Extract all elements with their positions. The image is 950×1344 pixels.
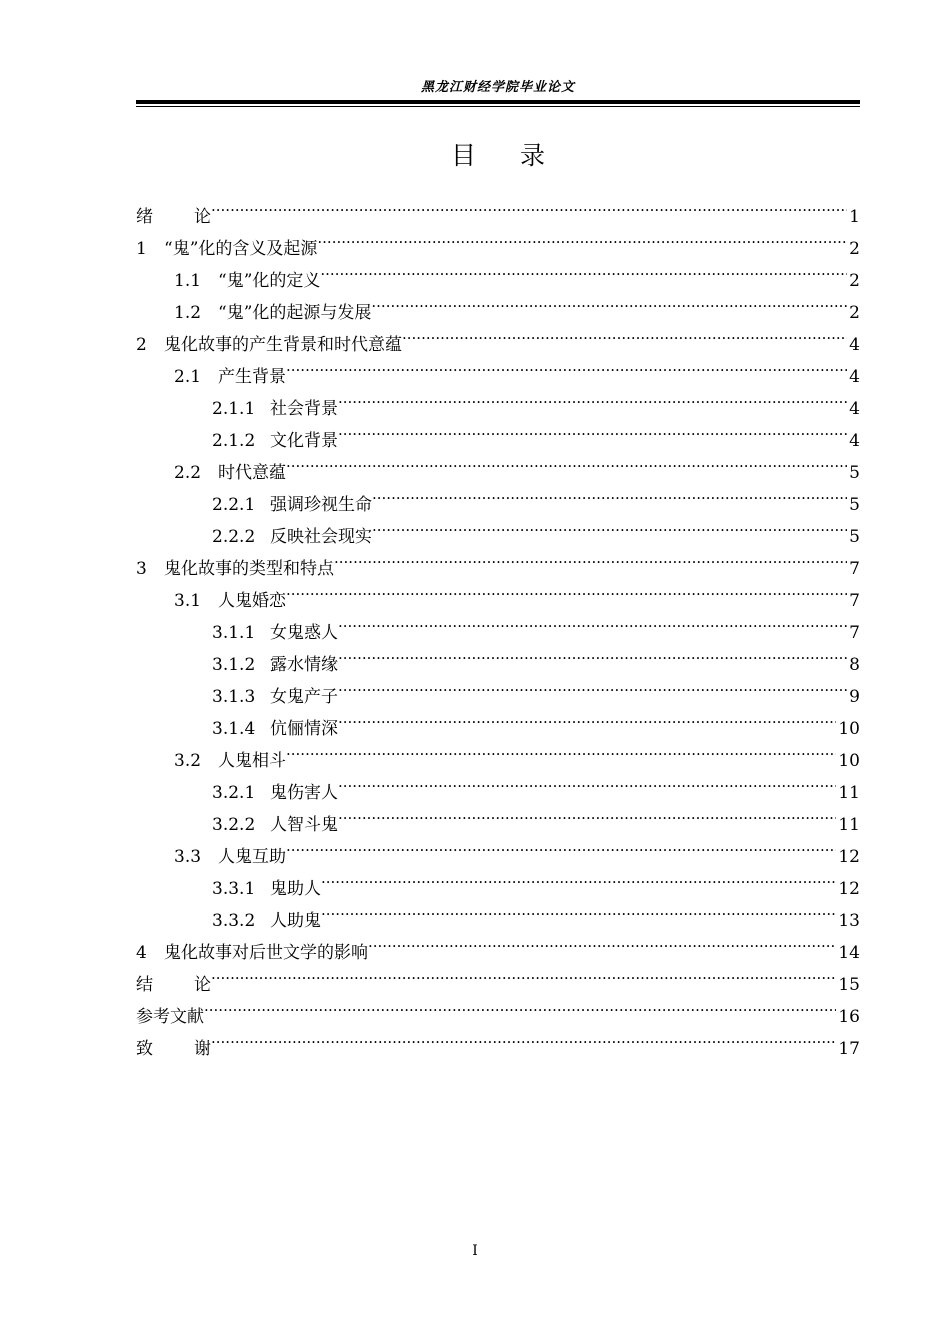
toc-entry-label: 绪 论 bbox=[136, 207, 211, 227]
toc-entry-number: 3.3.2 bbox=[212, 911, 256, 931]
toc-entry-number: 1.2 bbox=[174, 303, 202, 323]
toc-entry[interactable] bbox=[136, 286, 860, 323]
toc-entry[interactable] bbox=[136, 190, 860, 227]
toc-dot-leader bbox=[338, 638, 847, 670]
toc-entry[interactable] bbox=[136, 990, 860, 1027]
toc-entry-page: 5 bbox=[847, 457, 860, 489]
toc-entry-number: 1 bbox=[136, 239, 147, 259]
toc-entry-number: 2 bbox=[136, 335, 147, 355]
toc-entry[interactable] bbox=[136, 926, 860, 963]
toc-entry-page: 5 bbox=[847, 521, 860, 553]
toc-entry-label: 强调珍视生命 bbox=[270, 495, 372, 515]
toc-entry-label: 伉俪情深 bbox=[270, 719, 338, 739]
toc-entry-label: 鬼化故事的类型和特点 bbox=[164, 559, 334, 579]
toc-entry[interactable] bbox=[136, 1022, 860, 1059]
toc-entry-page: 4 bbox=[847, 329, 860, 361]
toc-entry[interactable] bbox=[136, 830, 860, 867]
toc-entry-number: 3 bbox=[136, 559, 147, 579]
toc-dot-leader bbox=[321, 862, 836, 894]
toc-entry[interactable] bbox=[136, 254, 860, 291]
toc-entry-number: 3.1.4 bbox=[212, 719, 256, 739]
toc-entry-label: 反映社会现实 bbox=[270, 527, 372, 547]
toc-dot-leader bbox=[338, 798, 836, 830]
toc-dot-leader bbox=[211, 190, 847, 222]
toc-entry[interactable] bbox=[136, 798, 860, 835]
toc-entry-label: 女鬼惑人 bbox=[270, 623, 338, 643]
toc-entry[interactable] bbox=[136, 414, 860, 451]
toc-entry-page: 10 bbox=[836, 745, 860, 777]
toc-entry[interactable] bbox=[136, 446, 860, 483]
toc-entry-page: 13 bbox=[836, 905, 860, 937]
toc-entry-label: 时代意蕴 bbox=[218, 463, 286, 483]
toc-entry[interactable] bbox=[136, 862, 860, 899]
toc-entry[interactable] bbox=[136, 702, 860, 739]
toc-entry-label: 人智斗鬼 bbox=[270, 815, 338, 835]
toc-entry-number: 3.3.1 bbox=[212, 879, 256, 899]
toc-entry-page: 16 bbox=[836, 1001, 860, 1033]
toc-entry-label: “鬼”化的定义 bbox=[218, 271, 321, 291]
toc-entry-number: 3.3 bbox=[174, 847, 202, 867]
toc-title bbox=[136, 136, 860, 172]
toc-entry-page: 7 bbox=[847, 553, 860, 585]
toc-entry-label: “鬼”化的起源与发展 bbox=[218, 303, 372, 323]
toc-entry-label: 人鬼相斗 bbox=[218, 751, 286, 771]
toc-dot-leader bbox=[286, 830, 836, 862]
table-of-contents bbox=[136, 190, 860, 1059]
toc-title-right: 录 bbox=[520, 141, 546, 170]
toc-entry-number: 2.1.1 bbox=[212, 399, 256, 419]
toc-entry-label: 参考文献 bbox=[136, 1007, 204, 1027]
toc-dot-leader bbox=[211, 1022, 836, 1054]
toc-entry[interactable] bbox=[136, 382, 860, 419]
toc-dot-leader bbox=[321, 894, 836, 926]
toc-entry-label: 人鬼互助 bbox=[218, 847, 286, 867]
toc-entry-page: 12 bbox=[836, 841, 860, 873]
toc-dot-leader bbox=[286, 446, 847, 478]
toc-entry-page: 10 bbox=[836, 713, 860, 745]
toc-entry[interactable] bbox=[136, 670, 860, 707]
toc-entry-page: 14 bbox=[836, 937, 860, 969]
toc-entry-page: 12 bbox=[836, 873, 860, 905]
toc-dot-leader bbox=[338, 382, 847, 414]
toc-dot-leader bbox=[286, 350, 847, 382]
toc-entry[interactable] bbox=[136, 638, 860, 675]
toc-dot-leader bbox=[338, 702, 836, 734]
toc-entry-label: 鬼助人 bbox=[270, 879, 321, 899]
toc-entry[interactable] bbox=[136, 606, 860, 643]
toc-entry-number: 3.1.1 bbox=[212, 623, 256, 643]
toc-entry-number: 1.1 bbox=[174, 271, 202, 291]
header-title: 黑龙江财经学院毕业论文 bbox=[420, 80, 575, 95]
toc-entry-page: 17 bbox=[836, 1033, 860, 1065]
toc-title-left: 目 bbox=[450, 141, 476, 170]
toc-dot-leader bbox=[402, 318, 847, 350]
toc-entry-label: 人助鬼 bbox=[270, 911, 321, 931]
toc-entry-number: 3.2 bbox=[174, 751, 202, 771]
toc-dot-leader bbox=[286, 574, 847, 606]
toc-dot-leader bbox=[211, 958, 836, 990]
toc-entry-number: 3.2.1 bbox=[212, 783, 256, 803]
toc-entry-page: 2 bbox=[847, 265, 860, 297]
toc-entry-page: 15 bbox=[836, 969, 860, 1001]
toc-entry-label: 露水情缘 bbox=[270, 655, 338, 675]
toc-dot-leader bbox=[368, 926, 836, 958]
toc-entry-number: 2.2.1 bbox=[212, 495, 256, 515]
toc-dot-leader bbox=[371, 286, 847, 318]
toc-entry-label: 鬼化故事对后世文学的影响 bbox=[164, 943, 368, 963]
toc-dot-leader bbox=[372, 478, 847, 510]
toc-entry-label: 结 论 bbox=[136, 975, 211, 995]
toc-entry-number: 3.1.3 bbox=[212, 687, 256, 707]
toc-entry-page: 5 bbox=[847, 489, 860, 521]
header-rule-thick bbox=[136, 100, 860, 104]
toc-entry-label: “鬼”化的含义及起源 bbox=[164, 239, 318, 259]
toc-entry[interactable] bbox=[136, 510, 860, 547]
toc-entry-label: 致 谢 bbox=[136, 1039, 211, 1059]
toc-dot-leader bbox=[372, 510, 847, 542]
toc-entry[interactable] bbox=[136, 958, 860, 995]
running-header bbox=[136, 78, 860, 107]
toc-entry[interactable] bbox=[136, 734, 860, 771]
toc-dot-leader bbox=[338, 670, 847, 702]
toc-entry-page: 2 bbox=[847, 297, 860, 329]
toc-entry-number: 2.2 bbox=[174, 463, 202, 483]
toc-entry-page: 11 bbox=[836, 777, 860, 809]
toc-entry-label: 社会背景 bbox=[270, 399, 338, 419]
page-number: I bbox=[472, 1243, 478, 1259]
toc-entry-page: 4 bbox=[847, 361, 860, 393]
toc-entry-label: 鬼化故事的产生背景和时代意蕴 bbox=[164, 335, 402, 355]
toc-dot-leader bbox=[338, 766, 836, 798]
toc-entry[interactable] bbox=[136, 766, 860, 803]
toc-dot-leader bbox=[317, 222, 847, 254]
toc-entry-page: 7 bbox=[847, 617, 860, 649]
toc-entry[interactable] bbox=[136, 350, 860, 387]
toc-entry-page: 7 bbox=[847, 585, 860, 617]
toc-entry[interactable] bbox=[136, 318, 860, 355]
toc-dot-leader bbox=[334, 542, 847, 574]
toc-entry-page: 8 bbox=[847, 649, 860, 681]
toc-entry-number: 3.2.2 bbox=[212, 815, 256, 835]
toc-entry-label: 鬼伤害人 bbox=[270, 783, 338, 803]
toc-entry-number: 3.1 bbox=[174, 591, 202, 611]
toc-entry-page: 4 bbox=[847, 425, 860, 457]
toc-entry-number: 2.1 bbox=[174, 367, 202, 387]
toc-entry-page: 1 bbox=[847, 201, 860, 233]
toc-dot-leader bbox=[286, 734, 836, 766]
toc-entry-number: 4 bbox=[136, 943, 147, 963]
toc-entry[interactable] bbox=[136, 542, 860, 579]
toc-dot-leader bbox=[320, 254, 847, 286]
toc-entry[interactable] bbox=[136, 894, 860, 931]
toc-entry-page: 9 bbox=[847, 681, 860, 713]
header-rule-thin bbox=[136, 106, 860, 107]
toc-entry-page: 2 bbox=[847, 233, 860, 265]
toc-entry-number: 2.2.2 bbox=[212, 527, 256, 547]
toc-entry-number: 2.1.2 bbox=[212, 431, 256, 451]
toc-entry-number: 3.1.2 bbox=[212, 655, 256, 675]
toc-entry-page: 4 bbox=[847, 393, 860, 425]
toc-entry-page: 11 bbox=[836, 809, 860, 841]
toc-entry[interactable] bbox=[136, 222, 860, 259]
toc-entry[interactable] bbox=[136, 478, 860, 515]
toc-entry[interactable] bbox=[136, 574, 860, 611]
toc-entry-label: 文化背景 bbox=[270, 431, 338, 451]
toc-dot-leader bbox=[338, 414, 847, 446]
toc-dot-leader bbox=[204, 990, 836, 1022]
toc-dot-leader bbox=[338, 606, 847, 638]
toc-entry-label: 人鬼婚恋 bbox=[218, 591, 286, 611]
toc-entry-label: 产生背景 bbox=[218, 367, 286, 387]
toc-entry-label: 女鬼产子 bbox=[270, 687, 338, 707]
